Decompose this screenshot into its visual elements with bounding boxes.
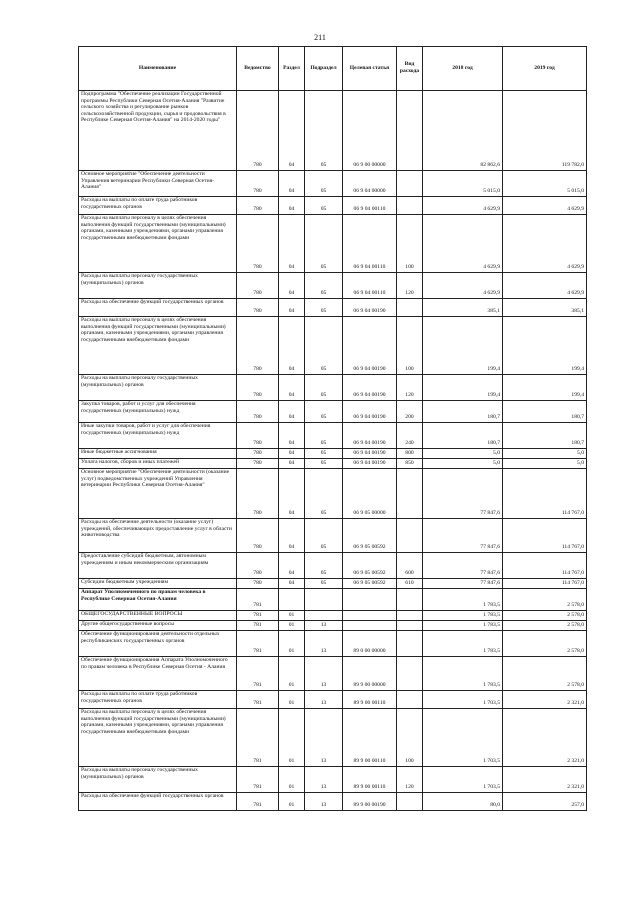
row-section: 04 (279, 469, 305, 519)
row-expense-type: 850 (397, 459, 423, 469)
row-amount-2018: 385,1 (423, 299, 503, 317)
row-department: 780 (237, 579, 279, 589)
row-amount-2019: 2 321,0 (503, 691, 587, 709)
row-department: 781 (237, 621, 279, 631)
row-subsection: 05 (305, 197, 343, 215)
row-department: 780 (237, 375, 279, 401)
row-section: 01 (279, 767, 305, 793)
row-amount-2018: 5,0 (423, 449, 503, 459)
row-subsection: 05 (305, 273, 343, 299)
row-department: 780 (237, 519, 279, 553)
row-department: 780 (237, 197, 279, 215)
table-row (79, 579, 587, 589)
row-section: 04 (279, 401, 305, 423)
row-target-item: 06 9 04 00190 (343, 423, 397, 449)
row-amount-2019: 2 578,0 (503, 631, 587, 657)
row-subsection: 05 (305, 459, 343, 469)
row-subsection: 05 (305, 401, 343, 423)
row-subsection: 05 (305, 375, 343, 401)
row-section: 01 (279, 793, 305, 811)
row-amount-2019: 2 578,0 (503, 621, 587, 631)
row-expense-type (397, 299, 423, 317)
row-section: 01 (279, 611, 305, 621)
column-header-target-item: Целевая статья (343, 47, 397, 91)
row-target-item (343, 621, 397, 631)
row-expense-type: 600 (397, 553, 423, 579)
row-subsection: 13 (305, 691, 343, 709)
table-row (79, 621, 587, 631)
table-row (79, 423, 587, 449)
row-amount-2018: 1 703,5 (423, 767, 503, 793)
row-amount-2019: 5 015,0 (503, 171, 587, 197)
row-department: 781 (237, 657, 279, 691)
row-subsection: 05 (305, 299, 343, 317)
row-target-item: 06 9 04 00190 (343, 449, 397, 459)
row-department: 780 (237, 459, 279, 469)
table-row (79, 91, 587, 171)
row-amount-2018: 4 629,9 (423, 215, 503, 273)
row-department: 781 (237, 611, 279, 621)
row-name: Иные закупки товаров, работ и услуг для обеспечения государственных (муниципальных) нужд (79, 423, 237, 449)
row-target-item: 89 9 00 00110 (343, 691, 397, 709)
row-amount-2019: 199,4 (503, 375, 587, 401)
row-name: Расходы на выплаты по оплате труда работников государственных органов (79, 691, 237, 709)
row-target-item: 06 9 00 00000 (343, 91, 397, 171)
table-row (79, 469, 587, 519)
row-name: Аппарат Уполномоченного по правам человека в Республике Северная Осетия-Алания (79, 589, 237, 611)
row-target-item: 06 9 04 00190 (343, 459, 397, 469)
row-department: 781 (237, 631, 279, 657)
row-subsection: 05 (305, 553, 343, 579)
table-row (79, 273, 587, 299)
row-name: Другие общегосударственные вопросы (79, 621, 237, 631)
row-department: 780 (237, 171, 279, 197)
row-expense-type: 120 (397, 375, 423, 401)
row-expense-type (397, 793, 423, 811)
row-subsection: 05 (305, 171, 343, 197)
table-body (79, 91, 587, 811)
row-target-item: 06 9 04 00000 (343, 171, 397, 197)
row-amount-2019: 2 578,0 (503, 589, 587, 611)
row-department: 780 (237, 401, 279, 423)
row-amount-2018: 1 703,5 (423, 709, 503, 767)
row-amount-2019: 180,7 (503, 423, 587, 449)
row-amount-2018: 77 847,6 (423, 519, 503, 553)
row-amount-2019: 257,0 (503, 793, 587, 811)
row-amount-2019: 385,1 (503, 299, 587, 317)
row-target-item: 06 9 04 00190 (343, 401, 397, 423)
row-amount-2018: 4 629,9 (423, 273, 503, 299)
row-department: 781 (237, 709, 279, 767)
row-subsection: 05 (305, 215, 343, 273)
table-row (79, 793, 587, 811)
row-amount-2019: 4 629,9 (503, 197, 587, 215)
row-name: Обеспечение функционирования Аппарата Уполномоченного по правам человека в Республике Северная Осетия - Алания (79, 657, 237, 691)
row-name: ОБЩЕГОСУДАРСТВЕННЫЕ ВОПРОСЫ (79, 611, 237, 621)
row-expense-type (397, 469, 423, 519)
row-subsection: 13 (305, 793, 343, 811)
row-target-item (343, 589, 397, 611)
row-expense-type (397, 621, 423, 631)
row-amount-2018: 199,4 (423, 317, 503, 375)
row-subsection: 05 (305, 423, 343, 449)
table-row (79, 631, 587, 657)
row-expense-type: 120 (397, 273, 423, 299)
row-amount-2018: 5,0 (423, 459, 503, 469)
table-row (79, 459, 587, 469)
row-section: 01 (279, 621, 305, 631)
row-department: 781 (237, 589, 279, 611)
table-row (79, 691, 587, 709)
row-department: 781 (237, 767, 279, 793)
row-section: 01 (279, 709, 305, 767)
row-expense-type: 100 (397, 317, 423, 375)
row-subsection: 05 (305, 449, 343, 459)
column-header-subsection: Подраздел (305, 47, 343, 91)
row-name: Закупка товаров, работ и услуг для обеспечения государственных (муниципальных) нужд (79, 401, 237, 423)
row-expense-type (397, 91, 423, 171)
row-name: Уплата налогов, сборов и иных платежей (79, 459, 237, 469)
row-name: Расходы на выплаты персоналу в целях обеспечения выполнения функций государственными (муниципальными) органами, казенными учреждениями, органами управления государственными внебюджетными фондами (79, 709, 237, 767)
table-header-row (79, 47, 587, 91)
row-section: 01 (279, 631, 305, 657)
row-name: Расходы на выплаты персоналу государственных (муниципальных) органов (79, 767, 237, 793)
table-row (79, 709, 587, 767)
row-target-item: 06 9 05 00592 (343, 553, 397, 579)
row-department: 780 (237, 215, 279, 273)
row-target-item: 89 9 00 00000 (343, 657, 397, 691)
row-subsection: 05 (305, 317, 343, 375)
row-amount-2019: 2 578,0 (503, 611, 587, 621)
row-expense-type: 120 (397, 767, 423, 793)
row-section: 04 (279, 299, 305, 317)
row-department: 781 (237, 691, 279, 709)
row-target-item: 06 9 04 00110 (343, 197, 397, 215)
row-department: 780 (237, 299, 279, 317)
row-expense-type (397, 631, 423, 657)
row-amount-2018: 1 703,5 (423, 691, 503, 709)
row-amount-2018: 1 783,5 (423, 631, 503, 657)
row-target-item: 89 9 00 00110 (343, 767, 397, 793)
row-amount-2019: 2 321,0 (503, 767, 587, 793)
row-section: 04 (279, 375, 305, 401)
row-section: 04 (279, 423, 305, 449)
row-amount-2019: 114 767,0 (503, 579, 587, 589)
row-subsection: 13 (305, 657, 343, 691)
row-amount-2018: 77 847,6 (423, 579, 503, 589)
row-section: 04 (279, 459, 305, 469)
row-subsection: 13 (305, 709, 343, 767)
column-header-2019: 2019 год (503, 47, 587, 91)
row-amount-2019: 114 767,0 (503, 553, 587, 579)
row-subsection (305, 589, 343, 611)
row-section: 04 (279, 553, 305, 579)
table-row (79, 197, 587, 215)
row-amount-2018: 1 783,5 (423, 589, 503, 611)
row-name: Расходы на обеспечение деятельности (оказание услуг) учреждений, обеспечивающих предоставление услуг в области животноводства (79, 519, 237, 553)
row-expense-type: 240 (397, 423, 423, 449)
row-amount-2019: 114 767,0 (503, 519, 587, 553)
row-department: 781 (237, 793, 279, 811)
row-subsection: 13 (305, 631, 343, 657)
row-amount-2018: 1 783,5 (423, 621, 503, 631)
row-amount-2018: 5 015,0 (423, 171, 503, 197)
table-row (79, 317, 587, 375)
budget-table (78, 46, 587, 811)
row-target-item: 06 9 05 00592 (343, 519, 397, 553)
row-department: 780 (237, 423, 279, 449)
row-name: Предоставление субсидий бюджетным, автономным учреждениям и иным некоммерческим организациям (79, 553, 237, 579)
row-name: Субсидии бюджетным учреждениям (79, 579, 237, 589)
row-subsection: 13 (305, 621, 343, 631)
row-target-item: 89 9 00 00110 (343, 709, 397, 767)
row-expense-type: 100 (397, 215, 423, 273)
row-expense-type: 610 (397, 579, 423, 589)
row-section: 01 (279, 657, 305, 691)
row-section: 04 (279, 579, 305, 589)
row-target-item: 89 0 00 00000 (343, 631, 397, 657)
row-target-item: 06 9 05 00592 (343, 579, 397, 589)
row-name: Расходы на выплаты персоналу в целях обеспечения выполнения функций государственными (муниципальными) органами, казенными учреждениями, органами управления государственными внебюджетными фондами (79, 317, 237, 375)
row-amount-2018: 77 847,6 (423, 553, 503, 579)
row-target-item: 06 9 04 00190 (343, 317, 397, 375)
row-subsection (305, 611, 343, 621)
table-row (79, 657, 587, 691)
row-amount-2018: 199,4 (423, 375, 503, 401)
row-section: 04 (279, 197, 305, 215)
table-row (79, 401, 587, 423)
column-header-2018: 2018 год (423, 47, 503, 91)
row-amount-2018: 4 629,9 (423, 197, 503, 215)
row-amount-2018: 1 783,5 (423, 611, 503, 621)
row-department: 780 (237, 469, 279, 519)
row-amount-2018: 180,7 (423, 401, 503, 423)
row-section: 04 (279, 171, 305, 197)
row-expense-type (397, 691, 423, 709)
row-name: Расходы на выплаты персоналу в целях обеспечения выполнения функций государственными (муниципальными) органами, казенными учреждениями, органами управления государственными внебюджетными фондами (79, 215, 237, 273)
row-amount-2019: 199,4 (503, 317, 587, 375)
row-department: 780 (237, 91, 279, 171)
row-section: 04 (279, 91, 305, 171)
row-expense-type (397, 519, 423, 553)
table-row (79, 553, 587, 579)
row-name: Основное мероприятие "Обеспечение деятельности (оказание услуг) подведомственных учреждений Управления ветеринарии Республики Северная Осетия-Алания" (79, 469, 237, 519)
row-subsection: 05 (305, 91, 343, 171)
row-target-item: 06 9 04 00190 (343, 299, 397, 317)
row-expense-type (397, 197, 423, 215)
row-target-item: 06 9 04 00110 (343, 273, 397, 299)
row-name: Расходы на выплаты персоналу государственных (муниципальных) органов (79, 273, 237, 299)
row-name: Подпрограмма "Обеспечение реализации Государственной программы Республики Северная Осетия-Алания "Развитие сельского хозяйства и регулирование рынков сельскохозяйственной продукции, сырья и продовольствия в Республике Северная Осетия-Алания" на 2014-2020 годы" (79, 91, 237, 171)
row-amount-2019: 119 782,0 (503, 91, 587, 171)
table-row (79, 611, 587, 621)
row-expense-type (397, 589, 423, 611)
row-name: Расходы на выплаты по оплате труда работников государственных органов (79, 197, 237, 215)
row-amount-2019: 4 629,9 (503, 215, 587, 273)
row-name: Расходы на обеспечение функций государственных органов (79, 793, 237, 811)
row-amount-2019: 5,0 (503, 459, 587, 469)
row-department: 780 (237, 317, 279, 375)
row-target-item: 89 9 00 00190 (343, 793, 397, 811)
row-subsection: 05 (305, 469, 343, 519)
row-section: 04 (279, 449, 305, 459)
row-subsection: 05 (305, 519, 343, 553)
row-section (279, 589, 305, 611)
row-expense-type: 200 (397, 401, 423, 423)
row-amount-2018: 180,7 (423, 423, 503, 449)
table-row (79, 449, 587, 459)
row-amount-2018: 1 783,5 (423, 657, 503, 691)
row-name: Обеспечение функционирования деятельности отдельных республиканских государственных органов (79, 631, 237, 657)
row-amount-2019: 4 629,9 (503, 273, 587, 299)
row-target-item: 06 9 04 00190 (343, 375, 397, 401)
row-department: 780 (237, 273, 279, 299)
row-amount-2019: 5,0 (503, 449, 587, 459)
column-header-name: Наименование (79, 47, 237, 91)
table-row (79, 299, 587, 317)
row-expense-type (397, 657, 423, 691)
row-section: 04 (279, 317, 305, 375)
row-target-item (343, 611, 397, 621)
row-subsection: 13 (305, 767, 343, 793)
row-target-item: 06 9 05 00000 (343, 469, 397, 519)
row-expense-type (397, 171, 423, 197)
table-row (79, 171, 587, 197)
row-target-item: 06 9 04 00110 (343, 215, 397, 273)
page-number: 211 (314, 33, 326, 42)
row-amount-2019: 2 321,0 (503, 709, 587, 767)
row-name: Расходы на выплаты персоналу государственных (муниципальных) органов (79, 375, 237, 401)
row-expense-type: 100 (397, 709, 423, 767)
row-expense-type (397, 611, 423, 621)
row-subsection: 05 (305, 579, 343, 589)
row-expense-type: 800 (397, 449, 423, 459)
row-amount-2019: 2 578,0 (503, 657, 587, 691)
table-row (79, 215, 587, 273)
row-department: 780 (237, 553, 279, 579)
table-row (79, 767, 587, 793)
row-amount-2018: 80,0 (423, 793, 503, 811)
row-amount-2018: 82 862,6 (423, 91, 503, 171)
row-section: 01 (279, 691, 305, 709)
row-amount-2019: 180,7 (503, 401, 587, 423)
row-department: 780 (237, 449, 279, 459)
column-header-expense-type: Вид расхода (397, 47, 423, 91)
row-name: Иные бюджетные ассигнования (79, 449, 237, 459)
row-section: 04 (279, 519, 305, 553)
table-row (79, 589, 587, 611)
row-name: Расходы на обеспечение функций государственных органов (79, 299, 237, 317)
table-row (79, 519, 587, 553)
row-section: 04 (279, 215, 305, 273)
column-header-section: Раздел (279, 47, 305, 91)
column-header-department: Ведомство (237, 47, 279, 91)
row-name: Основное мероприятие "Обеспечение деятельности Управления ветеринарии Республики Северная Осетия-Алания" (79, 171, 237, 197)
table-row (79, 375, 587, 401)
row-section: 04 (279, 273, 305, 299)
row-amount-2018: 77 847,6 (423, 469, 503, 519)
row-amount-2019: 114 767,0 (503, 469, 587, 519)
